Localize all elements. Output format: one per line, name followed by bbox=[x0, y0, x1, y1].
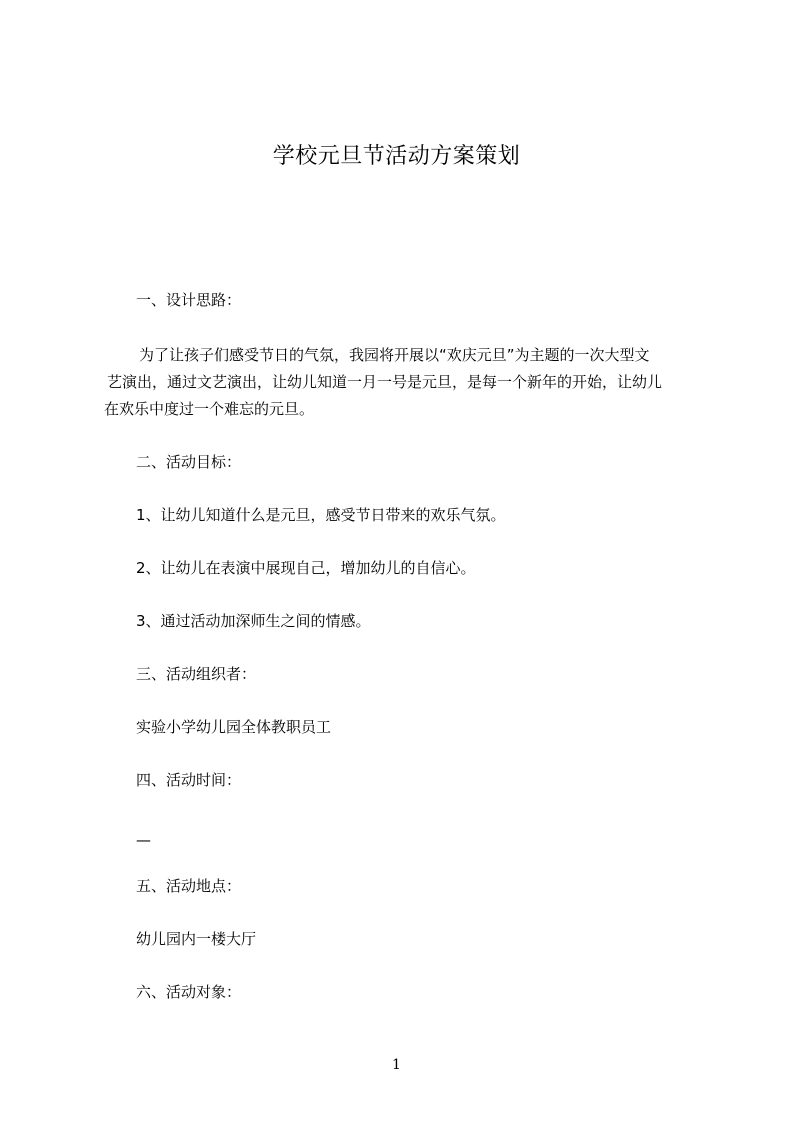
section-heading-design: 一、设计思路： bbox=[136, 291, 242, 309]
paragraph-line: 为了让孩子们感受节日的气氛，我园将开展以“欢庆元旦”为主题的一次大型文 bbox=[139, 346, 650, 364]
section-heading-goals: 二、活动目标： bbox=[136, 453, 242, 471]
paragraph-design bbox=[104, 342, 704, 423]
location-text: 幼儿园内一楼大厅 bbox=[136, 930, 257, 948]
section-heading-organizer: 三、活动组织者： bbox=[136, 665, 257, 683]
time-text: — bbox=[136, 831, 151, 849]
paragraph-line: 在欢乐中度过一个难忘的元旦。 bbox=[104, 400, 315, 418]
goal-item-2: 2、让幼儿在表演中展现自己，增加幼儿的自信心。 bbox=[136, 559, 476, 577]
paragraph-line: 艺演出，通过文艺演出，让幼儿知道一月一号是元旦，是每一个新年的开始，让幼儿 bbox=[107, 373, 663, 391]
section-heading-audience: 六、活动对象： bbox=[136, 983, 242, 1001]
page-number: 1 bbox=[392, 1057, 401, 1073]
goal-item-1: 1、让幼儿知道什么是元旦，感受节日带来的欢乐气氛。 bbox=[136, 506, 506, 524]
section-heading-time: 四、活动时间： bbox=[136, 771, 242, 789]
organizer-text: 实验小学幼儿园全体教职员工 bbox=[136, 718, 332, 736]
document-title: 学校元旦节活动方案策划 bbox=[272, 144, 521, 169]
goal-item-3: 3、通过活动加深师生之间的情感。 bbox=[136, 612, 371, 630]
section-heading-location: 五、活动地点： bbox=[136, 877, 242, 895]
